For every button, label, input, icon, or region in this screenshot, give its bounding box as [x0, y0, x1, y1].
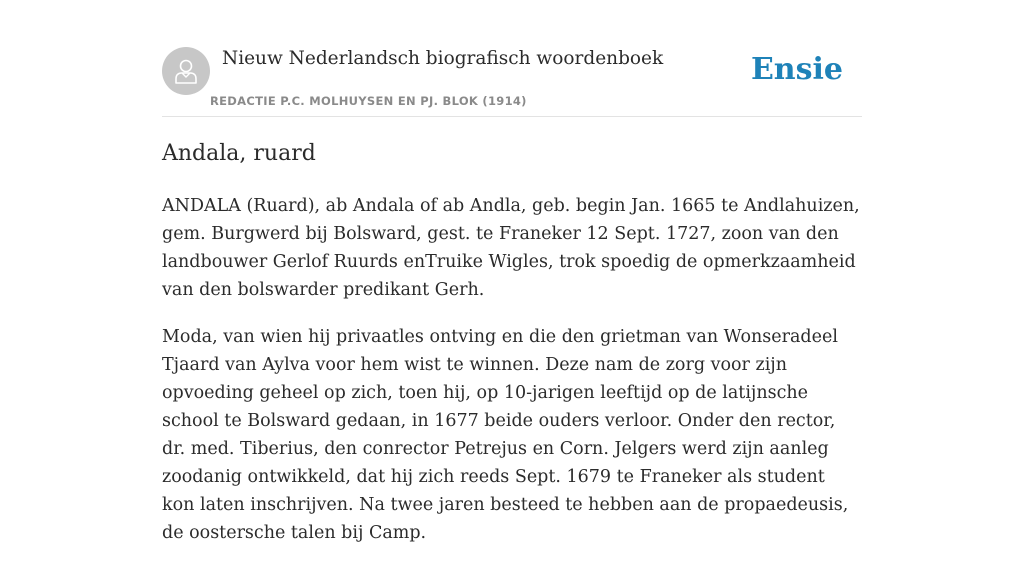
source-editor: REDACTIE P.C. MOLHUYSEN EN PJ. BLOK (1914) [210, 94, 527, 108]
article-paragraph: ANDALA (Ruard), ab Andala of ab Andla, geb. begin Jan. 1665 te Andlahuizen, gem. Burgwerd bij Bolsward, gest. te Franeker 12 Sept. 1727, zoon van den landbouwer Gerlof Ruurds enTruike Wigles, trok spoedig de opmerkzaamheid van den bolswarder predikant Gerh. [162, 196, 860, 300]
article-body [162, 192, 862, 566]
brand-logo-link[interactable]: Ensie [750, 52, 843, 87]
source-title[interactable]: Nieuw Nederlandsch biografisch woordenboek [222, 48, 664, 69]
source-avatar[interactable] [162, 47, 210, 95]
source-header [162, 47, 862, 117]
user-silhouette-icon [174, 58, 198, 84]
article-paragraph: Moda, van wien hij privaatles ontving en die den grietman van Wonseradeel Tjaard van Aylva voor hem wist te winnen. Deze nam de zorg voor zijn opvoeding geheel op zich, toen hij, op 10-jarigen leeftijd op de latijnsche school te Bolsward gedaan, in 1677 beide ouders verloor. Onder den rector, dr. med. Tiberius, den conrector Petrejus en Corn. Jelgers werd zijn aanleg zoodanig ontwikkeld, dat hij zich reeds Sept. 1679 te Franeker als student kon laten inschrijven. Na twee jaren besteed te hebben aan de propaedeusis, de oostersche talen bij Camp. [162, 327, 849, 543]
article-title: Andala, ruard [162, 141, 316, 166]
